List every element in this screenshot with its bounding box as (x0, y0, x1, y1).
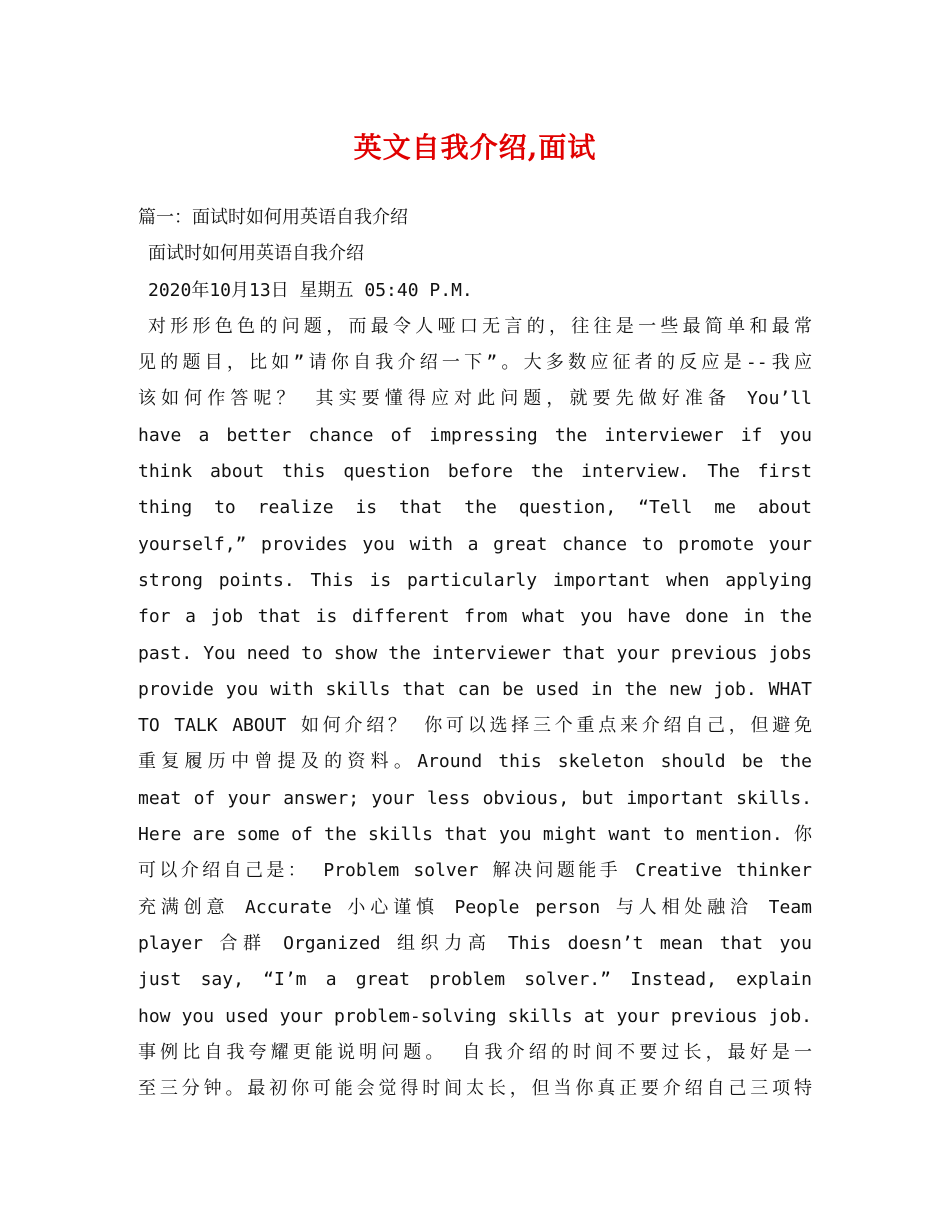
document-body (138, 200, 812, 1107)
body-line: 该如何作答呢？ 其实要懂得应对此问题，就要先做好准备 You’ll (138, 388, 812, 410)
body-line: past. You need to show the interviewer that your previous jobs (138, 642, 812, 664)
body-line: thing to realize is that the question, “Tell me about (138, 497, 812, 519)
body-line: 可以介绍自己是： Problem solver 解决问题能手 Creative thinker (138, 860, 812, 882)
body-line: 重复履历中曾提及的资料。Around this skeleton should be the (138, 751, 812, 773)
body-line: player 合群 Organized 组织力高 This doesn’t mean that you (138, 932, 812, 954)
body-line: think about this question before the interview. The first (138, 461, 812, 483)
body-line: just say, “I’m a great problem solver.” Instead, explain (138, 969, 812, 991)
body-line: TO TALK ABOUT 如何介绍？ 你可以选择三个重点来介绍自己，但避免 (138, 715, 812, 737)
document-title: 英文自我介绍,面试 (353, 131, 597, 164)
section-heading: 篇一：面试时如何用英语自我介绍 (138, 207, 408, 228)
body-line: 充满创意 Accurate 小心谨慎 People person 与人相处融洽 Team (138, 896, 812, 918)
subheading: 面试时如何用英语自我介绍 (148, 243, 364, 265)
body-line: how you used your problem-solving skills at your previous job. (138, 1005, 812, 1027)
body-line: for a job that is different from what you have done in the (138, 606, 812, 628)
body-line: 对形形色色的问题，而最令人哑口无言的，往往是一些最简单和最常 (148, 315, 812, 337)
body-line: 事例比自我夸耀更能说明问题。 自我介绍的时间不要过长，最好是一 (138, 1041, 812, 1063)
date-line: 2020年10月13日 星期五 05:40 P.M. (148, 279, 473, 301)
body-line: yourself,” provides you with a great chance to promote your (138, 533, 812, 555)
body-line: strong points. This is particularly important when applying (138, 569, 812, 591)
body-line: provide you with skills that can be used in the new job. WHAT (138, 678, 812, 700)
body-line: have a better chance of impressing the interviewer if you (138, 424, 812, 446)
body-line: 见的题目，比如”请你自我介绍一下”。大多数应征者的反应是--我应 (138, 352, 812, 374)
body-line: Here are some of the skills that you might want to mention. 你 (138, 824, 812, 846)
body-line: meat of your answer; your less obvious, but important skills. (138, 787, 812, 809)
body-line: 至三分钟。最初你可能会觉得时间太长，但当你真正要介绍自己三项特 (138, 1078, 812, 1100)
